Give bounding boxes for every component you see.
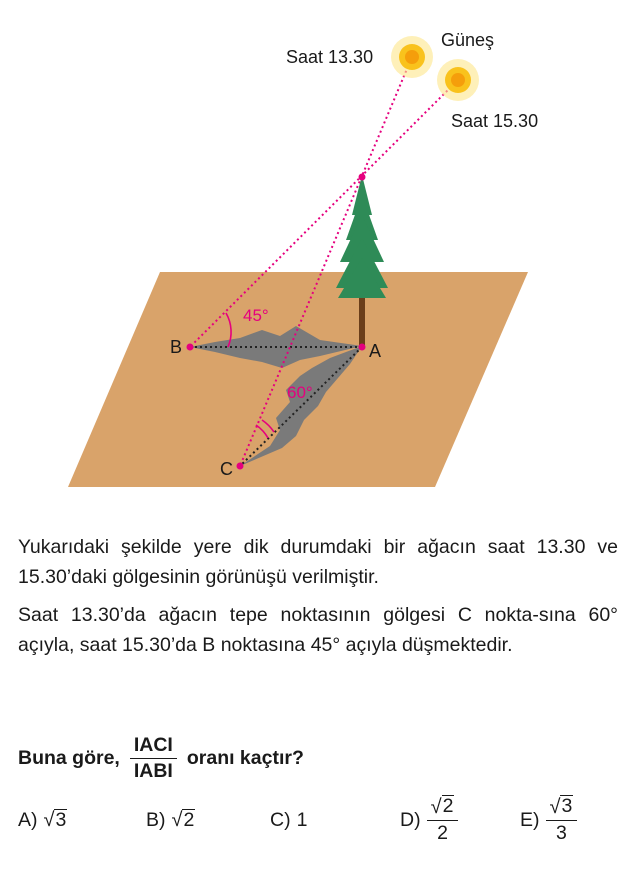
problem-text bbox=[18, 532, 618, 668]
sun-1530-icon bbox=[437, 59, 479, 101]
option-a[interactable] bbox=[18, 790, 67, 850]
question-suffix: oranı kaçtır? bbox=[186, 747, 304, 770]
question-line bbox=[18, 735, 304, 783]
sun-1330-icon bbox=[391, 36, 433, 78]
tree-top-point bbox=[359, 174, 366, 181]
problem-paragraph-2: Saat 13.30’da ağacın tepe noktasının gölgesi C nokta-sına 60° açıyla, saat 15.30’da B noktasına 45° açıyla düşmektedir. bbox=[18, 604, 618, 656]
option-e-label: E) bbox=[520, 808, 540, 831]
answer-options bbox=[18, 790, 618, 850]
option-d-numerator: 2 bbox=[442, 795, 454, 818]
point-a-dot bbox=[359, 344, 366, 351]
option-c[interactable] bbox=[270, 790, 307, 850]
angle-c-label: 60° bbox=[287, 383, 313, 402]
option-a-label: A) bbox=[18, 808, 38, 831]
point-a-label: A bbox=[369, 341, 382, 361]
option-b-sqrt bbox=[172, 809, 196, 832]
sun-1330-time-label: Saat 13.30 bbox=[286, 47, 374, 67]
point-c-label: C bbox=[220, 459, 233, 479]
radical-icon: √ bbox=[549, 795, 561, 818]
ratio-denominator: IABI bbox=[133, 760, 173, 783]
tree-trunk bbox=[359, 290, 365, 347]
option-e-numerator: 3 bbox=[561, 795, 573, 818]
option-e-denominator: 3 bbox=[555, 822, 567, 845]
sun-1530-time-label: Saat 15.30 bbox=[451, 111, 539, 131]
option-c-label: C) bbox=[270, 808, 291, 831]
radical-icon: √ bbox=[430, 795, 442, 818]
problem-paragraph-1: Yukarıdaki şekilde yere dik durumdaki bir ağacın saat 13.30 ve 15.30’daki gölgesinin görünüşü verilmiştir. bbox=[18, 536, 618, 588]
option-c-value: 1 bbox=[296, 808, 308, 831]
radical-icon: √ bbox=[43, 808, 55, 831]
option-d-fraction bbox=[427, 795, 459, 844]
point-b-label: B bbox=[170, 337, 183, 357]
option-d-label: D) bbox=[400, 808, 421, 831]
question-prefix: Buna göre, bbox=[18, 747, 120, 770]
sun-name-label: Güneş bbox=[441, 30, 495, 50]
option-d[interactable] bbox=[400, 790, 458, 850]
option-a-sqrt bbox=[44, 809, 68, 832]
option-a-value: 3 bbox=[55, 809, 67, 832]
radical-icon: √ bbox=[171, 808, 183, 831]
option-e[interactable] bbox=[520, 790, 577, 850]
option-b-label: B) bbox=[146, 808, 166, 831]
option-b[interactable] bbox=[146, 790, 195, 850]
point-b-dot bbox=[187, 344, 194, 351]
angle-b-label: 45° bbox=[243, 306, 269, 325]
point-c-dot bbox=[237, 463, 244, 470]
option-e-fraction bbox=[546, 795, 578, 844]
option-b-value: 2 bbox=[183, 809, 195, 832]
option-d-denominator: 2 bbox=[437, 822, 448, 845]
ratio-numerator: IACI bbox=[130, 735, 177, 759]
ratio-fraction bbox=[130, 735, 177, 783]
